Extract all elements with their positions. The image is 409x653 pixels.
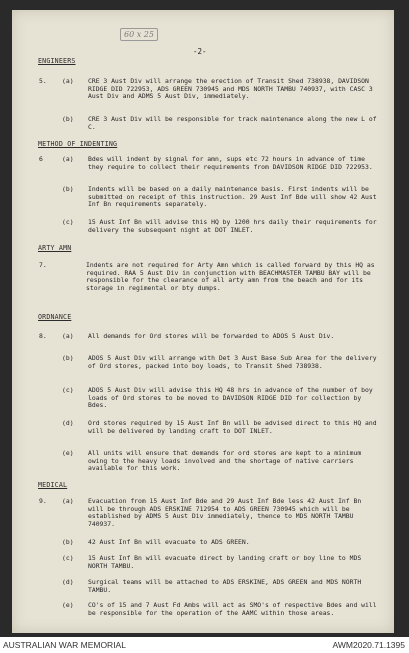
para-9a-label: (a) (62, 497, 74, 505)
para-9c-text: 15 Aust Inf Bn will evacuate direct by landing craft or boy line to MDS NORTH TAMBU. (88, 554, 362, 570)
para-9b-label: (b) (62, 538, 74, 546)
para-number-8: 8. (39, 332, 47, 340)
para-6b-label: (b) (62, 185, 74, 193)
para-8a-text: All demands for Ord stores will be forwarded to ADOS 5 Aust Div. (88, 332, 335, 340)
document-page (12, 10, 394, 633)
para-8a-label: (a) (62, 332, 74, 340)
para-9d-text: Surgical teams will be attached to ADS ERSKINE, ADS GREEN and MDS NORTH TAMBU. (88, 578, 362, 594)
para-8e-text: All units will ensure that demands for ord stores are kept to a minimum owing to the heavy loads involved and the shortage of native carriers available for this work. (88, 449, 362, 473)
para-9d-label: (d) (62, 578, 74, 586)
document-body (12, 10, 394, 633)
para-8c-label: (c) (62, 386, 74, 394)
para-number-6: 6 (39, 155, 43, 163)
para-5a-label: (a) (62, 77, 74, 85)
para-8d-label: (d) (62, 419, 74, 427)
para-8e-label: (e) (62, 449, 74, 457)
para-7-text: Indents are not required for Arty Amn which is called forward by this HQ as required. RAA 5 Aust Div in conjunction with BEACHMASTER TAMBU BAY will be responsible for the clearance of all arty amn from the beach and for its storage in regimental or bty dumps. (86, 261, 375, 292)
page-number: -2- (193, 47, 207, 56)
handwritten-annotation: 60 x 25 (120, 28, 158, 41)
para-5b-label: (b) (62, 115, 74, 123)
para-number-5: 5. (39, 77, 47, 85)
para-number-9: 9. (39, 497, 47, 505)
para-9b-text: 42 Aust Inf Bn will evacuate to ADS GREEN. (88, 538, 250, 546)
heading-medical: MEDICAL (38, 481, 68, 489)
para-6c-label: (c) (62, 218, 74, 226)
para-8d-text: Ord stores required by 15 Aust Inf Bn will be advised direct to this HQ and will be delivered by landing craft to DOT INLET. (88, 419, 377, 435)
para-5a-text: CRE 3 Aust Div will arrange the erection of Transit Shed 738938, DAVIDSON RIDGE DID 722953, ADS GREEN 730945 and MDS NORTH TAMBU 740937, with CASC 3 Aust Div and ADMS 5 Aust Div, immediately. (88, 77, 373, 101)
heading-method-of-indenting: METHOD OF INDENTING (38, 140, 118, 148)
para-9c-label: (c) (62, 554, 74, 562)
archive-footer (0, 637, 409, 653)
para-8b-label: (b) (62, 354, 74, 362)
para-8c-text: ADOS 5 Aust Div will advise this HQ 48 hrs in advance of the number of boy loads of Ord stores to be moved to DAVIDSON RIDGE DID for collection by Bdes. (88, 386, 373, 410)
para-6b-text: Indents will be based on a daily maintenance basis. First indents will be submitted on receipt of this instruction. 29 Aust Inf Bde will show 42 Aust Inf Bn requirements separately. (88, 185, 377, 209)
para-6a-text: Bdes will indent by signal for amn, sups etc 72 hours in advance of time they require to collect their requirements from DAVIDSON RIDGE DID 722953. (88, 155, 373, 171)
heading-ordnance: ORDNANCE (38, 313, 72, 321)
heading-arty-amn: ARTY AMN (38, 244, 72, 252)
para-5b-text: CRE 3 Aust Div will be responsible for track maintenance along the new L of C. (88, 115, 377, 131)
para-9e-text: CO's of 15 and 7 Aust Fd Ambs will act as SMO's of respective Bdes and will be responsible for the operation of the AAMC within those areas. (88, 601, 377, 617)
para-9a-text: Evacuation from 15 Aust Inf Bde and 29 Aust Inf Bde less 42 Aust Inf Bn will be through ADS ERSKINE 712954 to ADS GREEN 730945 which will be established by ADMS 5 Aust Div immediately, thence to MDS NORTH TAMBU 740937. (88, 497, 362, 528)
institution-name: AUSTRALIAN WAR MEMORIAL (3, 640, 126, 650)
para-6a-label: (a) (62, 155, 74, 163)
heading-engineers: ENGINEERS (38, 57, 76, 65)
para-9e-label: (e) (62, 601, 74, 609)
para-8b-text: ADOS 5 Aust Div will arrange with Det 3 Aust Base Sub Area for the delivery of Ord stores, packed into boy loads, to Transit Shed 738938. (88, 354, 377, 370)
para-number-7: 7. (39, 261, 47, 269)
para-6c-text: 15 Aust Inf Bn will advise this HQ by 1200 hrs daily their requirements for delivery the subsequent night at DOT INLET. (88, 218, 377, 234)
catalogue-reference: AWM2020.71.1395 (332, 640, 405, 650)
